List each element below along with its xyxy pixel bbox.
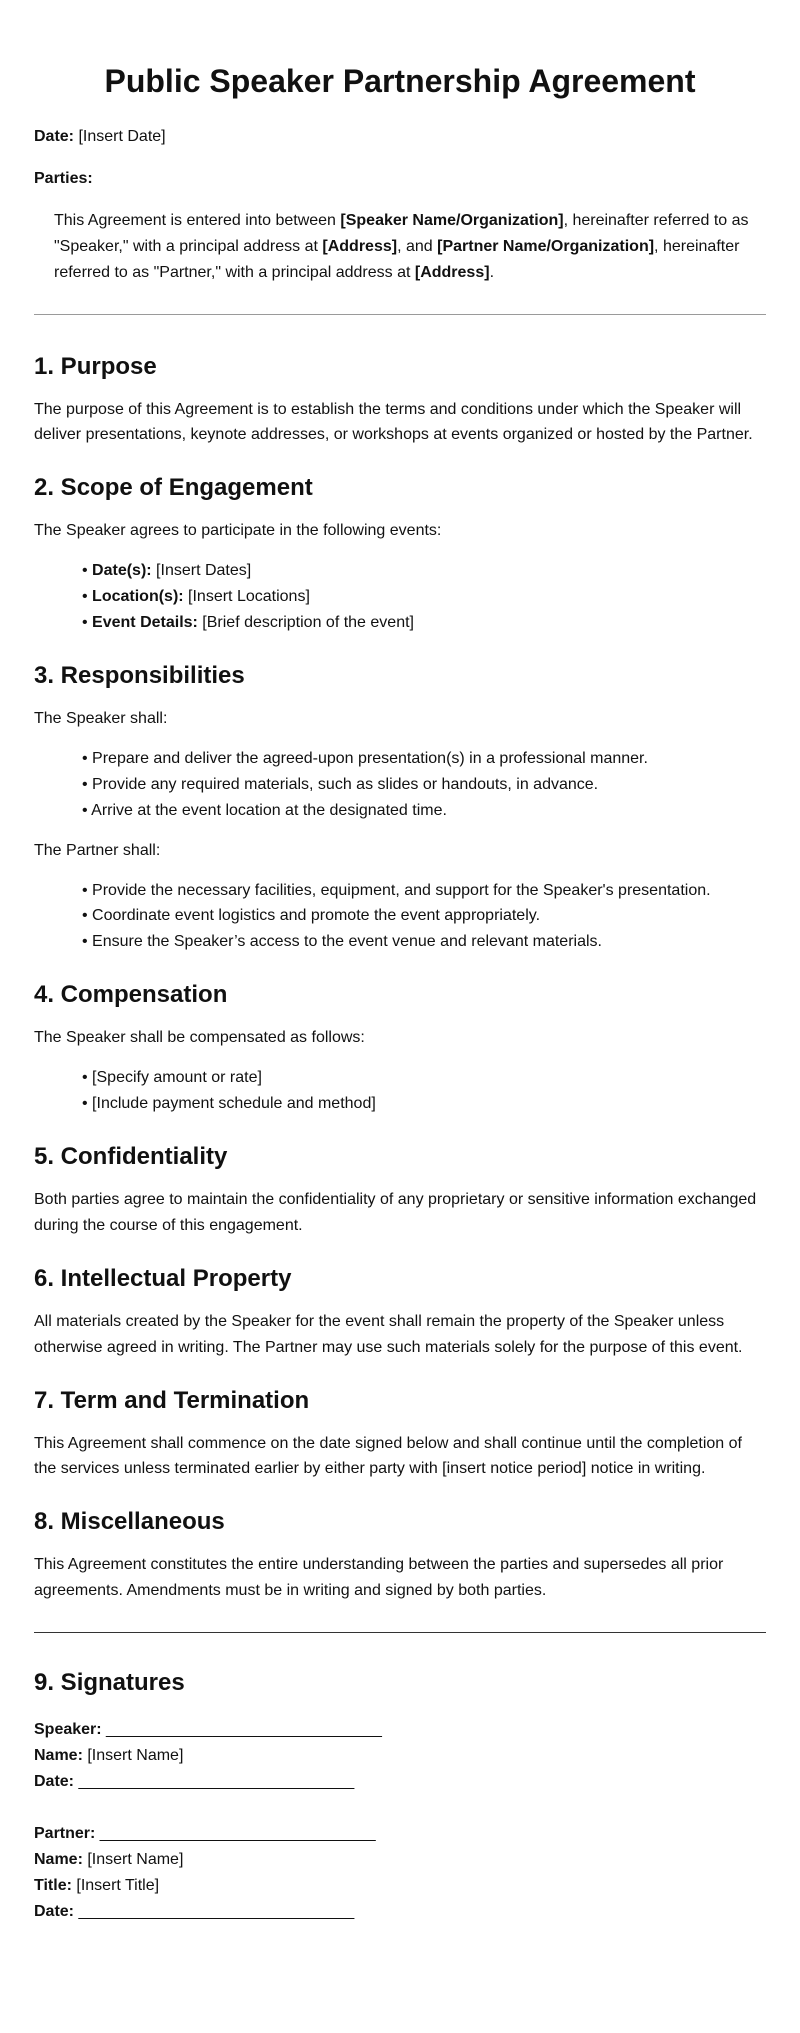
title-label: Title: — [34, 1876, 72, 1894]
date-label: Date: — [34, 128, 75, 145]
divider — [34, 1632, 766, 1633]
speaker-signature-block — [34, 1717, 766, 1795]
list-item: • Coordinate event logistics and promote the event appropriately. — [82, 903, 766, 929]
partner-signature-line — [34, 1821, 766, 1847]
section-intro: The Speaker agrees to participate in the following events: — [34, 522, 442, 540]
speaker-signature-line — [34, 1717, 766, 1743]
section-compensation — [34, 979, 766, 1117]
item-value: [Brief description of the event] — [197, 614, 414, 632]
name-value: [Insert Name] — [82, 1747, 184, 1765]
divider — [34, 314, 766, 315]
speaker-name-placeholder: [Speaker Name/Organization] — [340, 211, 564, 229]
list-item: • Ensure the Speaker’s access to the event venue and relevant materials. — [82, 929, 766, 955]
partner-date-line — [34, 1899, 766, 1925]
speaker-duties-list — [34, 746, 766, 824]
list-item: • Provide any required materials, such as slides or handouts, in advance. — [82, 772, 766, 798]
name-label: Name: — [34, 1747, 83, 1765]
sig-label: Partner: — [34, 1824, 96, 1842]
partner-intro: The Partner shall: — [34, 841, 161, 859]
date-label: Date: — [34, 1773, 75, 1790]
date-label: Date: — [34, 1902, 75, 1920]
title-value: [Insert Title] — [71, 1876, 160, 1894]
document-title: Public Speaker Partnership Agreement — [104, 63, 696, 99]
list-item: • Provide the necessary facilities, equipment, and support for the Speaker's presentation. — [82, 878, 766, 904]
parties-label: Parties: — [34, 169, 93, 187]
section-text: This Agreement shall commence on the date signed below and shall continue until the completion of the services unless terminated earlier by either party with [insert notice period] notice in writing. — [34, 1434, 742, 1478]
partner-duties-list — [34, 878, 766, 956]
list-item: • [Include payment schedule and method] — [82, 1091, 766, 1117]
parties-text-4: , hereinafter referred to as "Partner," with a principal address at — [54, 237, 740, 281]
sig-blank: _______________________________ — [95, 1824, 376, 1842]
name-label: Name: — [34, 1850, 83, 1868]
partner-name-placeholder: [Partner Name/Organization] — [437, 237, 655, 255]
section-heading: 6. Intellectual Property — [34, 1264, 292, 1292]
speaker-name-line — [34, 1743, 766, 1769]
date-blank: _______________________________ — [74, 1773, 355, 1790]
date-line — [34, 124, 766, 150]
section-text: The purpose of this Agreement is to establish the terms and conditions under which the Speaker will deliver presentations, keynote addresses, or workshops at events organized or hosted by the Partner. — [34, 400, 753, 444]
partner-name-line — [34, 1847, 766, 1873]
item-label: Event Details: — [92, 614, 198, 632]
parties-text-3: , and — [397, 237, 438, 255]
parties-text-5: . — [489, 263, 495, 281]
section-intro: The Speaker shall be compensated as follows: — [34, 1029, 365, 1047]
section-intellectual-property — [34, 1263, 766, 1361]
parties-text-2: , hereinafter referred to as "Speaker," with a principal address at — [54, 211, 749, 255]
item-value: [Insert Locations] — [183, 588, 310, 606]
section-heading: 7. Term and Termination — [34, 1386, 310, 1414]
section-heading: 5. Confidentiality — [34, 1142, 228, 1170]
date-blank: _______________________________ — [74, 1902, 355, 1920]
signatures-heading: 9. Signatures — [34, 1669, 185, 1697]
list-item — [82, 610, 766, 636]
speaker-address-placeholder: [Address] — [322, 237, 398, 255]
compensation-list — [34, 1065, 766, 1117]
section-text: Both parties agree to maintain the confidentiality of any proprietary or sensitive information exchanged during the course of this engagement. — [34, 1190, 757, 1234]
parties-heading — [34, 166, 766, 192]
list-item — [82, 558, 766, 584]
item-label: Location(s): — [92, 588, 184, 606]
section-miscellaneous — [34, 1506, 766, 1604]
item-label: Date(s): — [92, 562, 152, 580]
scope-list — [34, 558, 766, 636]
section-scope — [34, 472, 766, 636]
partner-title-line — [34, 1873, 766, 1899]
section-responsibilities — [34, 660, 766, 955]
section-heading: 4. Compensation — [34, 981, 228, 1009]
sig-blank: _______________________________ — [101, 1721, 382, 1739]
list-item: • Arrive at the event location at the designated time. — [82, 798, 766, 824]
item-value: [Insert Dates] — [151, 562, 252, 580]
section-purpose — [34, 351, 766, 449]
partner-signature-block — [34, 1821, 766, 1925]
partner-address-placeholder: [Address] — [414, 263, 490, 281]
speaker-intro: The Speaker shall: — [34, 709, 168, 727]
sig-label: Speaker: — [34, 1721, 102, 1739]
section-heading: 8. Miscellaneous — [34, 1508, 225, 1536]
date-value: [Insert Date] — [78, 128, 166, 145]
section-text: All materials created by the Speaker for the event shall remain the property of the Speaker unless otherwise agreed in writing. The Partner may use such materials solely for the purpose of this event. — [34, 1312, 743, 1356]
list-item — [82, 584, 766, 610]
parties-text-1: This Agreement is entered into between — [54, 211, 341, 229]
parties-paragraph — [54, 208, 766, 286]
speaker-date-line — [34, 1769, 766, 1795]
list-item: • [Specify amount or rate] — [82, 1065, 766, 1091]
name-value: [Insert Name] — [82, 1850, 184, 1868]
section-heading: 3. Responsibilities — [34, 661, 245, 689]
section-confidentiality — [34, 1141, 766, 1239]
list-item: • Prepare and deliver the agreed-upon presentation(s) in a professional manner. — [82, 746, 766, 772]
section-heading: 1. Purpose — [34, 352, 157, 380]
section-heading: 2. Scope of Engagement — [34, 474, 313, 502]
section-term-termination — [34, 1385, 766, 1483]
section-text: This Agreement constitutes the entire understanding between the parties and supersedes all prior agreements. Amendments must be in writing and signed by both parties. — [34, 1556, 724, 1600]
